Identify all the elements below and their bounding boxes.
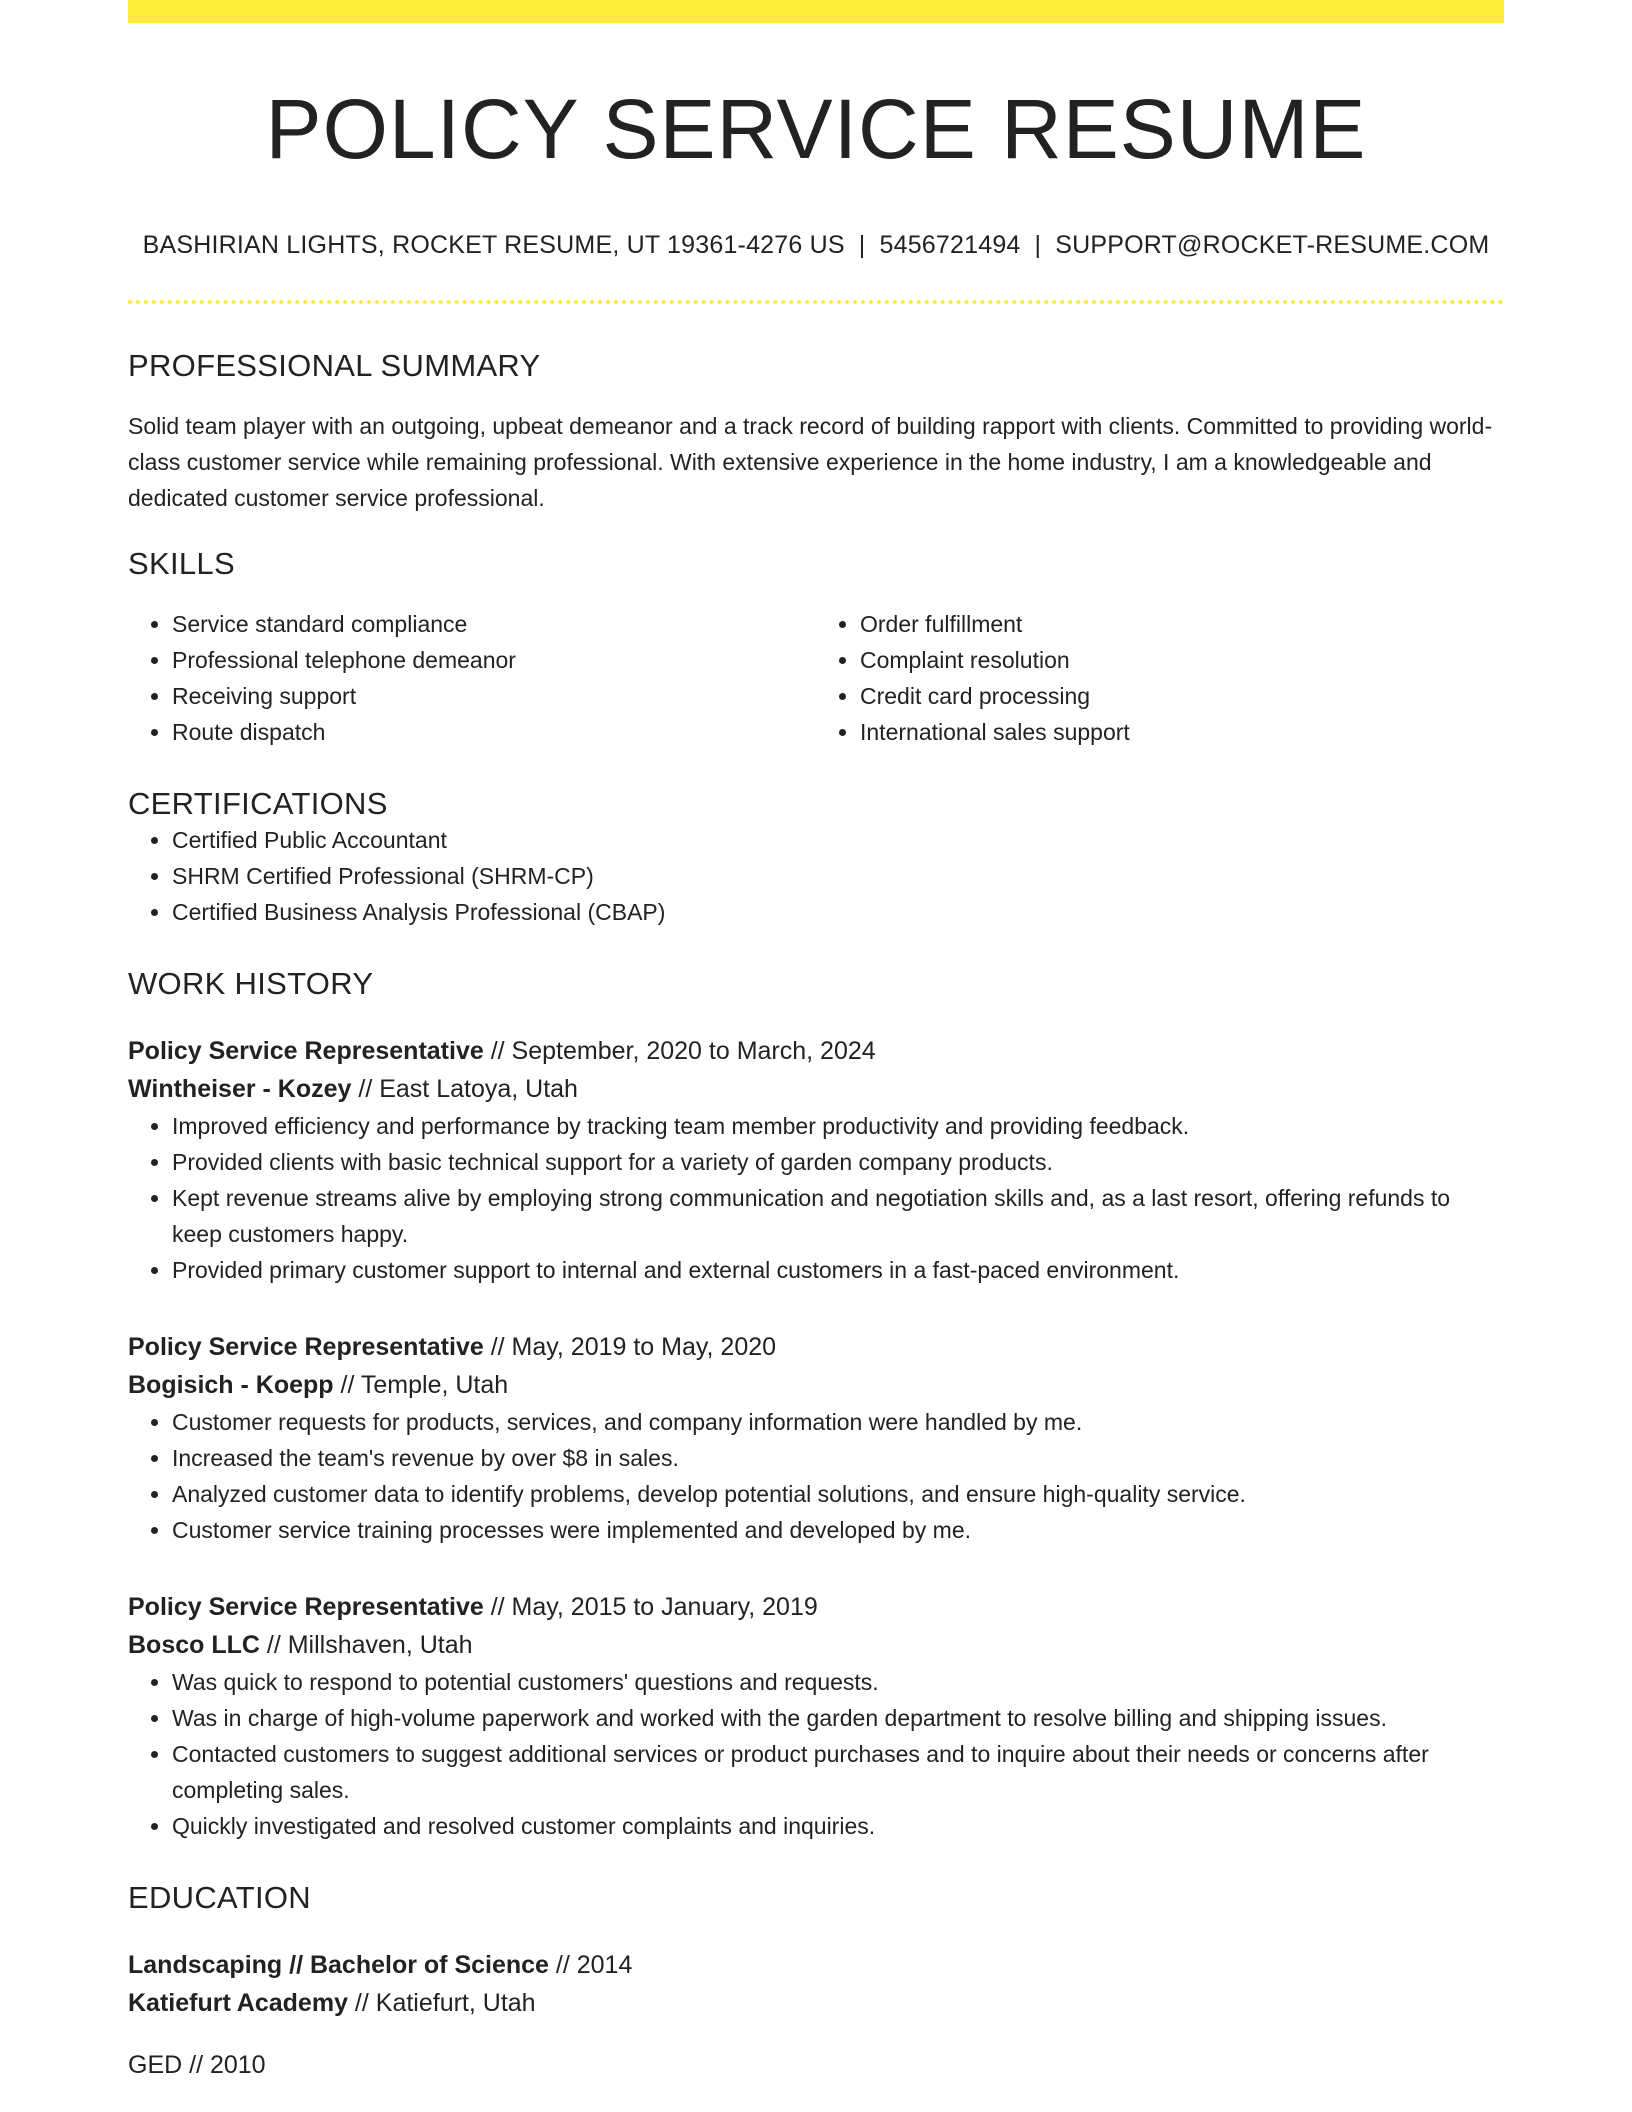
job-bullet: • Customer requests for products, services, and company information were handled by me. [172,1404,1504,1440]
job-dates: // May, 2019 to May, 2020 [483,1333,777,1362]
education-year: // 2014 [548,1951,633,1980]
skill-item: • Complaint resolution [860,642,1504,678]
job-location: // Temple, Utah [333,1371,509,1400]
contact-separator: | [858,231,866,260]
skills-left-list [128,606,816,750]
certification-item: • Certified Business Analysis Professional (CBAP) [172,894,1504,930]
job-company-line [128,1070,1504,1108]
job-bullet: • Was quick to respond to potential customers' questions and requests. [172,1664,1504,1700]
job-entry [128,1328,1504,1548]
job-title: Policy Service Representative [128,1593,484,1622]
resume-title: POLICY SERVICE RESUME [265,82,1367,176]
job-bullet: • Was in charge of high-volume paperwork and worked with the garden department to resolve billing and shipping issues. [172,1700,1504,1736]
contact-address: BASHIRIAN LIGHTS, ROCKET RESUME, UT 19361-4276 US [142,231,845,260]
skill-item: • Route dispatch [172,714,816,750]
job-title-line [128,1032,1504,1070]
job-dates: // September, 2020 to March, 2024 [483,1037,876,1066]
job-location: // Millshaven, Utah [259,1631,473,1660]
work-history-heading: WORK HISTORY [128,966,374,1002]
job-company: Bogisich - Koepp [128,1371,334,1400]
certifications-list [128,822,1504,930]
contact-email: SUPPORT@ROCKET-RESUME.COM [1055,231,1490,260]
skill-item: • Professional telephone demeanor [172,642,816,678]
education-entry [128,1946,1504,2022]
education-ged: GED // 2010 [128,2051,266,2080]
job-entry [128,1588,1504,1844]
job-bullets [128,1404,1504,1548]
skill-item: • International sales support [860,714,1504,750]
accent-top-bar [128,0,1504,23]
skill-item: • Credit card processing [860,678,1504,714]
resume-page [128,0,1504,2084]
job-title: Policy Service Representative [128,1333,484,1362]
job-title-line [128,1588,1504,1626]
job-title-line [128,1328,1504,1366]
job-dates: // May, 2015 to January, 2019 [483,1593,818,1622]
job-company: Wintheiser - Kozey [128,1075,352,1104]
skill-item: • Receiving support [172,678,816,714]
job-bullet: • Customer service training processes were implemented and developed by me. [172,1512,1504,1548]
education-degree: Landscaping // Bachelor of Science [128,1951,549,1980]
job-company: Bosco LLC [128,1631,260,1660]
skills-heading: SKILLS [128,546,235,582]
job-bullet: • Provided primary customer support to internal and external customers in a fast-paced environment. [172,1252,1504,1288]
job-bullet: • Analyzed customer data to identify problems, develop potential solutions, and ensure high-quality service. [172,1476,1504,1512]
certification-item: • SHRM Certified Professional (SHRM-CP) [172,858,1504,894]
job-bullet: • Increased the team's revenue by over $8 in sales. [172,1440,1504,1476]
education-location: // Katiefurt, Utah [347,1989,536,2018]
job-company-line [128,1366,1504,1404]
skill-item: • Service standard compliance [172,606,816,642]
education-heading: EDUCATION [128,1880,311,1916]
certifications-heading: CERTIFICATIONS [128,786,388,822]
skills-grid [128,606,1504,750]
job-location: // East Latoya, Utah [351,1075,578,1104]
certification-item: • Certified Public Accountant [172,822,1504,858]
job-bullet: • Provided clients with basic technical support for a variety of garden company products. [172,1144,1504,1180]
job-company-line [128,1626,1504,1664]
education-school: Katiefurt Academy [128,1989,348,2018]
job-bullet: • Contacted customers to suggest additional services or product purchases and to inquire about their needs or concerns after completing sales. [172,1736,1504,1808]
job-title: Policy Service Representative [128,1037,484,1066]
job-entry [128,1032,1504,1288]
summary-text: Solid team player with an outgoing, upbeat demeanor and a track record of building rapport with clients. Committed to providing world-class customer service while remaining professional. With extensive experience in the home industry, I am a knowledgeable and dedicated customer service professional. [128,413,1493,512]
contact-line [128,231,1504,260]
job-bullet: • Improved efficiency and performance by tracking team member productivity and providing feedback. [172,1108,1504,1144]
skill-item: • Order fulfillment [860,606,1504,642]
education-degree-line [128,1946,1504,1984]
skills-right-list [816,606,1504,750]
contact-separator: | [1034,231,1042,260]
contact-phone: 5456721494 [879,231,1021,260]
job-bullets [128,1108,1504,1288]
education-school-line [128,1984,1504,2022]
summary-heading: PROFESSIONAL SUMMARY [128,348,541,384]
job-bullet: • Kept revenue streams alive by employing strong communication and negotiation skills and, as a last resort, offering refunds to keep customers happy. [172,1180,1504,1252]
job-bullets [128,1664,1504,1844]
job-bullet: • Quickly investigated and resolved customer complaints and inquiries. [172,1808,1504,1844]
dotted-divider [128,300,1504,304]
